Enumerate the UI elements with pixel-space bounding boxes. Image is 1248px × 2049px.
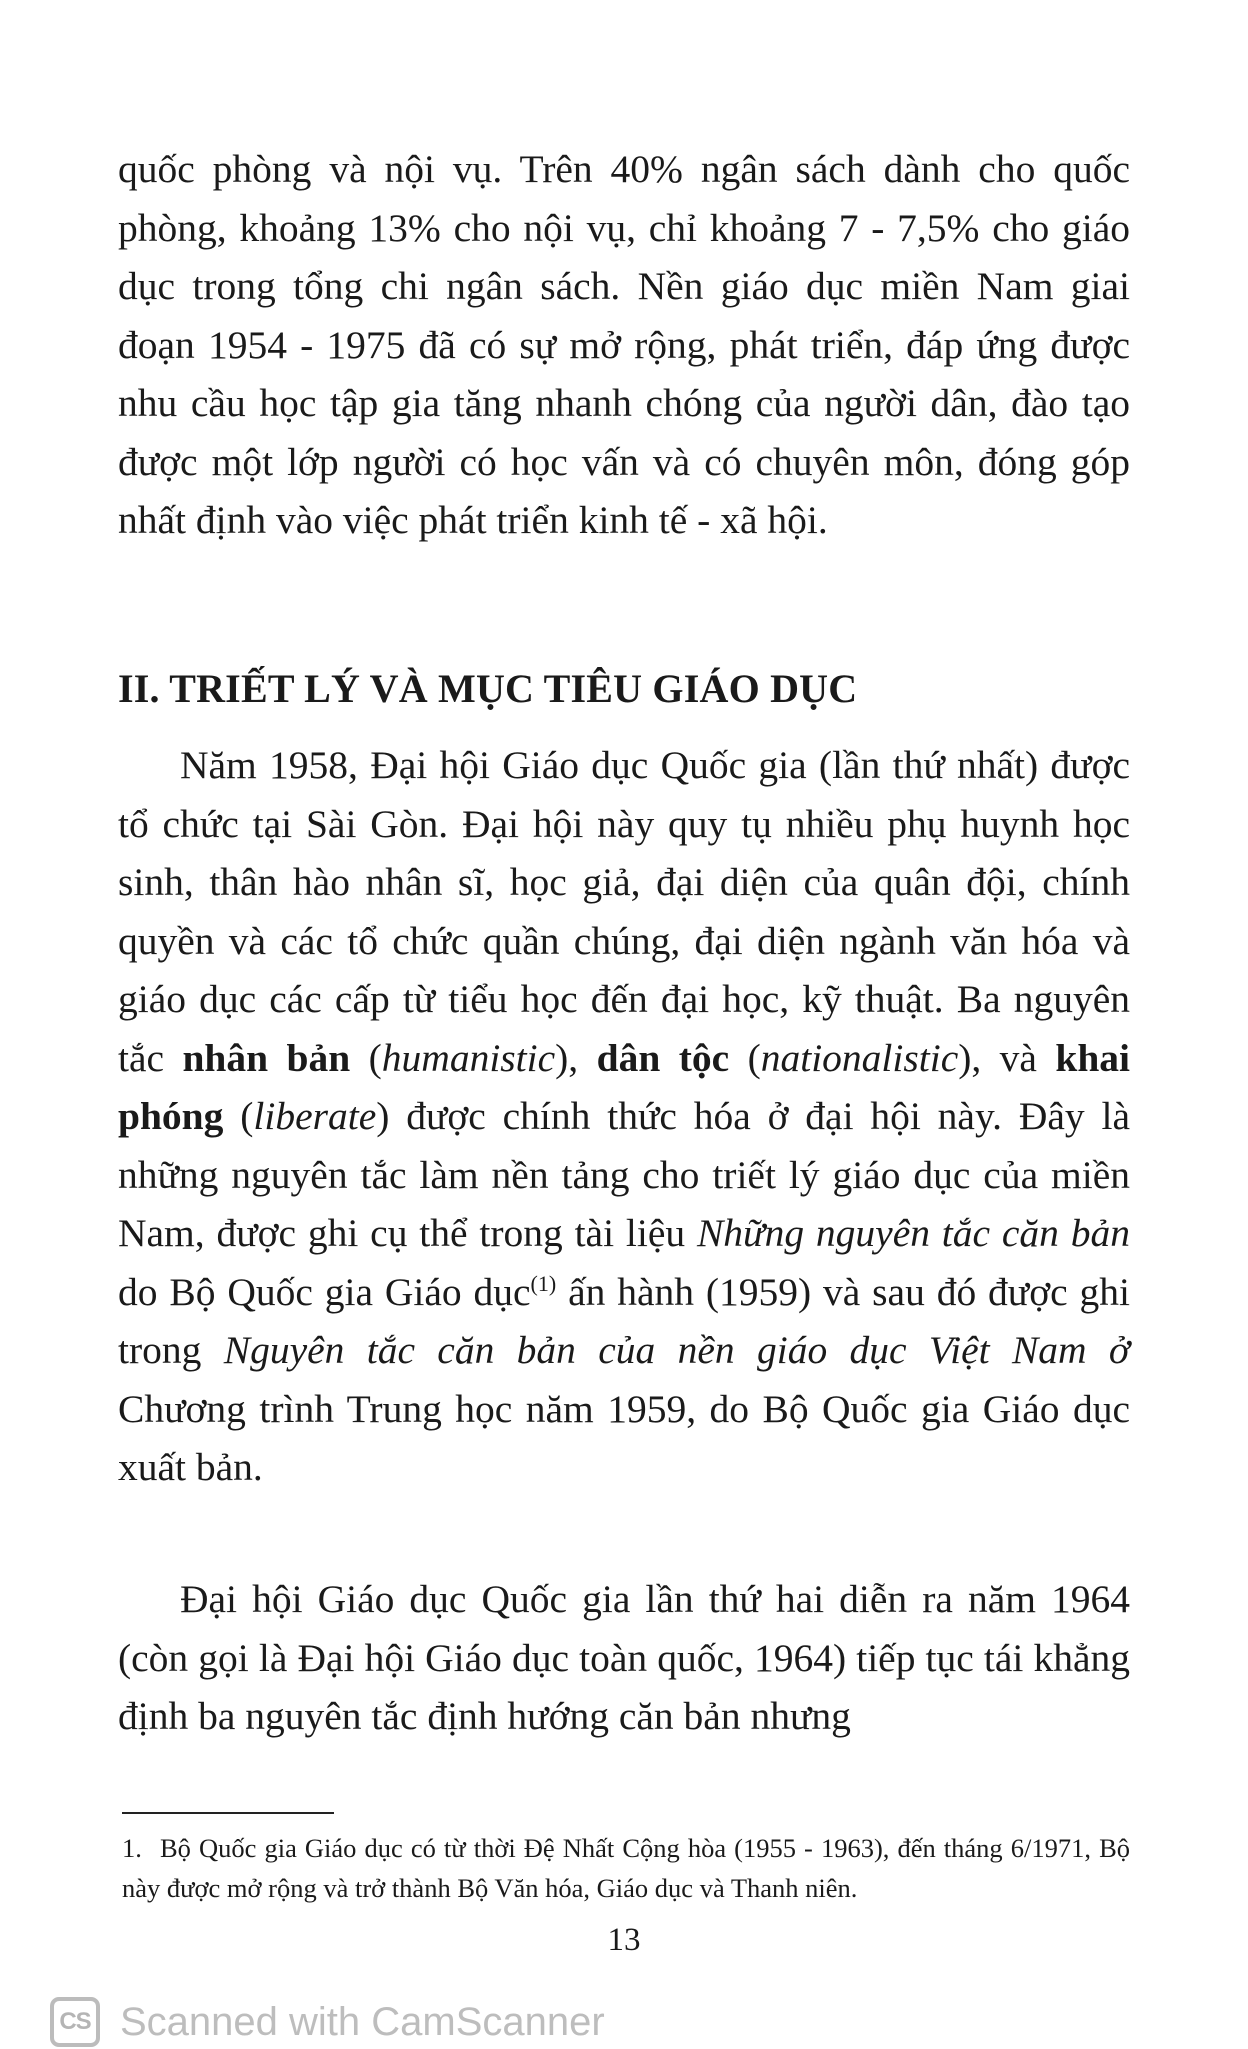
p2-text-7: ) được chính thức hóa ở đại hội này. Đây là những nguyên tắc làm nền tảng cho triết lý giáo dục của miền Nam, được ghi cụ thể trong tài liệu <box>118 1094 1130 1255</box>
p2-text-2: ( <box>350 1035 382 1080</box>
footnote-ref-1[interactable]: (1) <box>530 1270 557 1296</box>
footnote-text: Bộ Quốc gia Giáo dục có từ thời Đệ Nhất Cộng hòa (1955 - 1963), đến tháng 6/1971, Bộ này được mở rộng và trở thành Bộ Văn hóa, Giáo dục và Thanh niên. <box>122 1833 1130 1903</box>
paragraph-3: Đại hội Giáo dục Quốc gia lần thứ hai diễn ra năm 1964 (còn gọi là Đại hội Giáo dục toàn quốc, 1964) tiếp tục tái khẳng định ba nguyên tắc định hướng căn bản nhưng <box>118 1577 1130 1738</box>
paragraph-1: quốc phòng và nội vụ. Trên 40% ngân sách dành cho quốc phòng, khoảng 13% cho nội vụ, chỉ khoảng 7 - 7,5% cho giáo dục trong tổng chi ngân sách. Nền giáo dục miền Nam giai đoạn 1954 - 1975 đã có sự mở rộng, phát triển, đáp ứng được nhu cầu học tập gia tăng nhanh chóng của người dân, đào tạo được một lớp người có học vấn và có chuyên môn, đóng góp nhất định vào việc phát triển kinh tế - xã hội. <box>118 147 1130 542</box>
p2-text-10: Chương trình Trung học năm 1959, do Bộ Quốc gia Giáo dục xuất bản. <box>118 1386 1130 1489</box>
p2-text-3: ), <box>555 1035 597 1080</box>
camscanner-logo-icon: CS <box>50 1997 100 2047</box>
camscanner-text: Scanned with CamScanner <box>120 1999 605 2044</box>
p2-text-8: do Bộ Quốc gia Giáo dục <box>118 1269 531 1314</box>
p2-text-9: ấn hành (1959) và sau đó được ghi trong <box>118 1269 1130 1372</box>
p2-text-6: ( <box>223 1094 254 1138</box>
term-khai-phong: khai phóng <box>118 1035 1131 1138</box>
term-humanistic: humanistic <box>381 1035 556 1080</box>
title-nhung-nguyen-tac: Những nguyên tắc căn bản <box>696 1211 1130 1255</box>
footnote <box>122 1828 1130 1908</box>
term-dan-toc: dân tộc <box>596 1035 730 1080</box>
p2-text-5: ), và <box>958 1035 1056 1080</box>
p2-text-4: ( <box>729 1035 761 1080</box>
title-nguyen-tac-can-ban: Nguyên tắc căn bản của nền giáo dục Việt Nam ở <box>223 1328 1130 1372</box>
term-nhan-ban: nhân bản <box>182 1035 351 1080</box>
term-nationalistic: nationalistic <box>760 1035 959 1080</box>
page-number: 13 <box>607 1922 641 1958</box>
camscanner-watermark <box>50 1995 605 2049</box>
term-liberate: liberate <box>253 1094 377 1138</box>
paragraph-2 <box>118 736 1130 1497</box>
p2-text-1: Năm 1958, Đại hội Giáo dục Quốc gia (lần thứ nhất) được tổ chức tại Sài Gòn. Đại hội này quy tụ nhiều phụ huynh học sinh, thân hào nhân sĩ, học giả, đại diện của quân đội, chính quyền và các tổ chức quần chúng, đại diện ngành văn hóa và giáo dục các cấp từ tiểu học đến đại học, kỹ thuật. Ba nguyên tắc <box>118 743 1130 1080</box>
section-heading: II. TRIẾT LÝ VÀ MỤC TIÊU GIÁO DỤC <box>118 666 858 711</box>
footnote-divider <box>122 1812 334 1814</box>
footnote-number: 1. <box>122 1833 142 1863</box>
